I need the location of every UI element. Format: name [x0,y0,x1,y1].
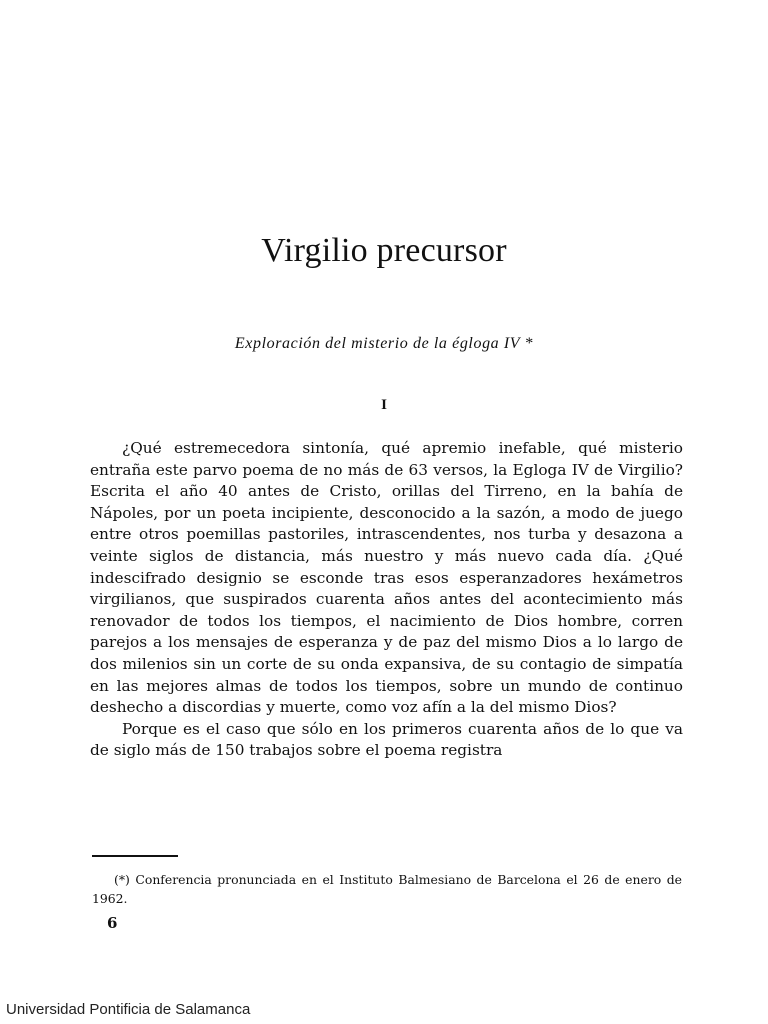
body-text [90,438,683,762]
paragraph-1: ¿Qué estremecedora sintonía, qué apremio inefable, qué misterio entraña este parvo poema de no más de 63 versos, la Egloga IV de Virgilio? Escrita el año 40 antes de Cristo, orillas del Tirreno, en la bahía de Nápoles, por un poeta incipiente, desconocido a la sazón, a modo de juego entre otros poemillas pastoriles, intrascendentes, nos turba y desazona a veinte siglos de distancia, más nuestro y más nuevo cada día. ¿Qué indescifrado designio se esconde tras esos esperanzadores hexámetros virgilianos, que suspirados cuarenta años antes del acontecimiento más renovador de todos los tiempos, el nacimiento de Dios hombre, corren parejos a los mensajes de esperanza y de paz del mismo Dios a lo largo de dos milenios sin un corte de su onda expansiva, de su contagio de simpatía en las mejores almas de todos los tiempos, sobre un mundo de continuo deshecho a discordias y muerte, como voz afín a la del mismo Dios? [90,439,683,717]
subtitle: Exploración del misterio de la égloga IV * [234,335,534,352]
paragraph-2: Porque es el caso que sólo en los primeros cuarenta años de lo que va de siglo más de 150 trabajos sobre el poema registra [90,719,683,760]
footnote-text: (*) Conferencia pronunciada en el Instituto Balmesiano de Barcelona el 26 de enero de 1962. [92,872,682,906]
section-number: I [381,397,387,413]
watermark: Universidad Pontificia de Salamanca [6,1001,251,1018]
page-title: Virgilio precursor [261,232,507,269]
footnote [92,870,682,908]
page-number: 6 [107,914,118,932]
footnote-rule [92,855,178,857]
